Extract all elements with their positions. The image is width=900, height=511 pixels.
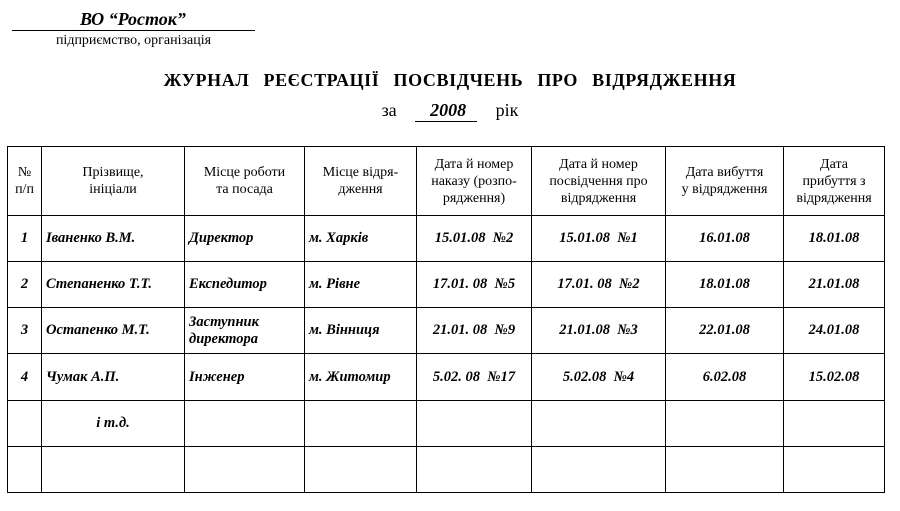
organization-name: ВО “Росток” bbox=[12, 8, 255, 31]
cell-number: 2 bbox=[8, 262, 42, 308]
cell-certificate: 5.02.08 №4 bbox=[532, 354, 666, 400]
table-row bbox=[8, 216, 885, 262]
cell-departure: 16.01.08 bbox=[666, 216, 784, 262]
empty-cell bbox=[666, 446, 784, 492]
cell-name: Чумак А.П. bbox=[42, 354, 185, 400]
cell-destination: м. Житомир bbox=[305, 354, 417, 400]
header-number: № п/п bbox=[8, 147, 42, 216]
year-line bbox=[0, 100, 900, 122]
organization-caption: підприємство, організація bbox=[55, 33, 212, 48]
header-certificate-date: Дата й номер посвідчення про відрядження bbox=[532, 147, 666, 216]
document-title: ЖУРНАЛ РЕЄСТРАЦІЇ ПОСВІДЧЕНЬ ПРО ВІДРЯДЖЕННЯ bbox=[163, 70, 737, 90]
cell-certificate: 15.01.08 №1 bbox=[532, 216, 666, 262]
cell-departure: 6.02.08 bbox=[666, 354, 784, 400]
cell-name: Іваненко В.М. bbox=[42, 216, 185, 262]
cell-order: 21.01. 08 №9 bbox=[417, 308, 532, 354]
cell-arrival: 15.02.08 bbox=[784, 354, 885, 400]
cell-departure: 22.01.08 bbox=[666, 308, 784, 354]
table-row bbox=[8, 262, 885, 308]
table-header-row bbox=[8, 147, 885, 216]
empty-cell bbox=[417, 446, 532, 492]
table-row-empty bbox=[8, 446, 885, 492]
cell-departure: 18.01.08 bbox=[666, 262, 784, 308]
empty-cell bbox=[305, 446, 417, 492]
table-row-etc bbox=[8, 400, 885, 446]
cell-order: 17.01. 08 №5 bbox=[417, 262, 532, 308]
cell-position: Інженер bbox=[185, 354, 305, 400]
empty-cell bbox=[532, 446, 666, 492]
empty-cell bbox=[784, 400, 885, 446]
header-position: Місце роботи та посада bbox=[185, 147, 305, 216]
empty-cell bbox=[417, 400, 532, 446]
empty-cell bbox=[185, 400, 305, 446]
table-row bbox=[8, 308, 885, 354]
empty-cell bbox=[185, 446, 305, 492]
empty-cell bbox=[42, 446, 185, 492]
empty-cell bbox=[8, 446, 42, 492]
cell-certificate: 21.01.08 №3 bbox=[532, 308, 666, 354]
empty-cell bbox=[532, 400, 666, 446]
cell-arrival: 24.01.08 bbox=[784, 308, 885, 354]
header-order-date: Дата й номер наказу (розпо- рядження) bbox=[417, 147, 532, 216]
empty-cell bbox=[666, 400, 784, 446]
header-arrival-date: Дата прибуття з відрядження bbox=[784, 147, 885, 216]
etc-label: і т.д. bbox=[42, 400, 185, 446]
cell-arrival: 21.01.08 bbox=[784, 262, 885, 308]
cell-name: Степаненко Т.Т. bbox=[42, 262, 185, 308]
empty-cell bbox=[784, 446, 885, 492]
cell-position: Заступник директора bbox=[185, 308, 305, 354]
empty-cell bbox=[8, 400, 42, 446]
cell-position: Директор bbox=[185, 216, 305, 262]
cell-name: Остапенко М.Т. bbox=[42, 308, 185, 354]
cell-order: 5.02. 08 №17 bbox=[417, 354, 532, 400]
year-prefix: за bbox=[381, 100, 397, 120]
cell-number: 1 bbox=[8, 216, 42, 262]
cell-number: 4 bbox=[8, 354, 42, 400]
cell-number: 3 bbox=[8, 308, 42, 354]
header-name: Прізвище, ініціали bbox=[42, 147, 185, 216]
registration-journal-table bbox=[7, 146, 885, 493]
cell-destination: м. Рівне bbox=[305, 262, 417, 308]
header-destination: Місце відря- дження bbox=[305, 147, 417, 216]
empty-cell bbox=[305, 400, 417, 446]
year-value: 2008 bbox=[415, 100, 477, 122]
cell-destination: м. Харків bbox=[305, 216, 417, 262]
header-departure-date: Дата вибуття у відрядження bbox=[666, 147, 784, 216]
cell-certificate: 17.01. 08 №2 bbox=[532, 262, 666, 308]
organization-block bbox=[12, 8, 255, 50]
cell-destination: м. Вінниця bbox=[305, 308, 417, 354]
cell-order: 15.01.08 №2 bbox=[417, 216, 532, 262]
year-suffix: рік bbox=[495, 100, 519, 120]
cell-position: Експедитор bbox=[185, 262, 305, 308]
cell-arrival: 18.01.08 bbox=[784, 216, 885, 262]
table-row bbox=[8, 354, 885, 400]
